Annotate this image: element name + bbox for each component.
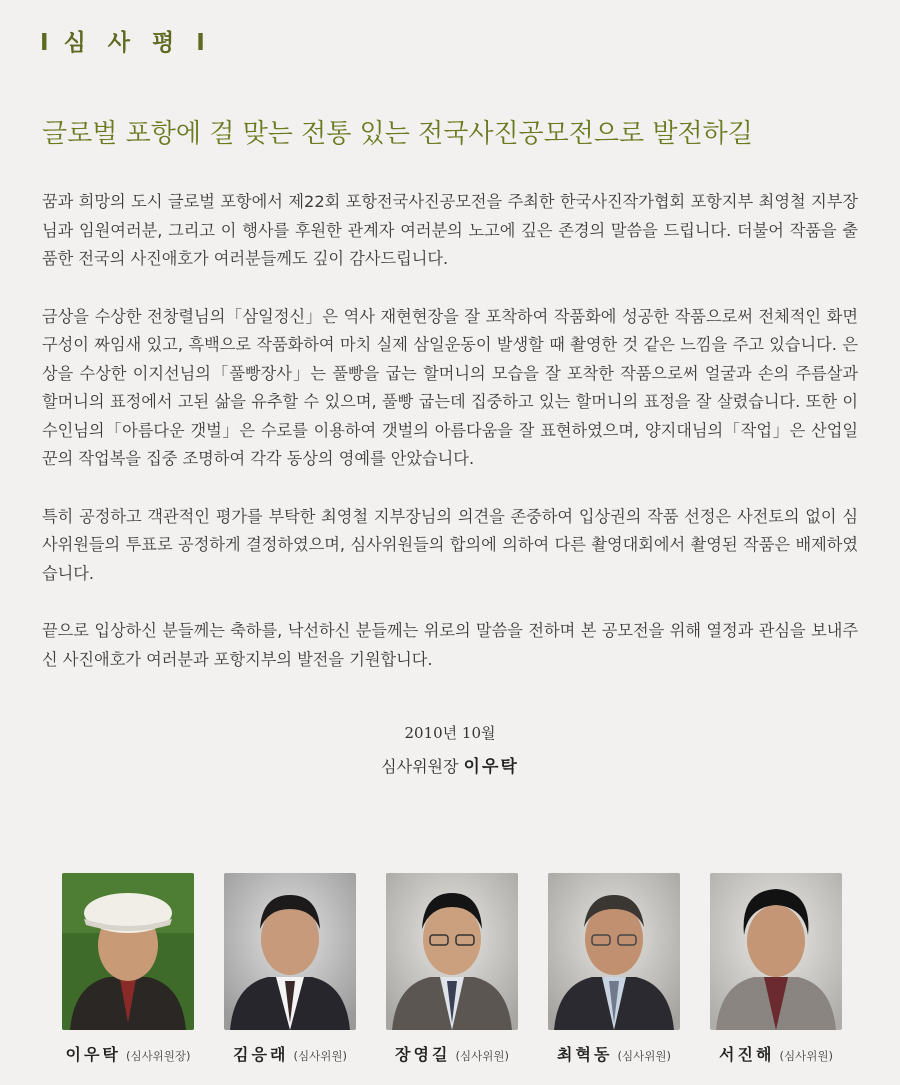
signature-line (0, 752, 900, 777)
judge-role: (심사위원) (293, 1049, 347, 1063)
signature-name: 이우탁 (463, 757, 519, 777)
judge-name: 김응래 (233, 1045, 289, 1064)
judge-caption (53, 1042, 203, 1065)
judge-photo (710, 873, 842, 1030)
judge-photo (62, 873, 194, 1030)
judge-photo (548, 873, 680, 1030)
judges-photo-row (0, 873, 900, 1073)
judge-caption (215, 1042, 365, 1065)
paragraph: 금상을 수상한 전창렬님의「삼일정신」은 역사 재현현장을 잘 포착하여 작품화에 성공한 작품으로써 전체적인 화면구성이 짜임새 있고, 흑백으로 작품화하여 마치 실제 삼일운동이 발생할 때 촬영한 것 같은 느낌을 주고 있습니다. 은상을 수상한 이지선님의「풀빵장사」는 풀빵을 굽는 할머니의 모습을 잘 포착한 작품으로써 얼굴과 손의 주름살과 할머니의 표정에서 고된 삶을 유추할 수 있으며, 풀빵 굽는데 집중하고 있는 할머니의 표정을 잘 살렸습니다. 또한 이수인님의「아름다운 갯벌」은 수로를 이용하여 갯벌의 아름다움을 잘 표현하였으며, 양지대님의「작업」은 산업일꾼의 작업복을 집중 조명하여 각각 동상의 영예를 안았습니다. (42, 306, 858, 468)
section-bar-right: I (196, 30, 205, 56)
signature-role: 심사위원장 (381, 757, 459, 776)
judge-caption (377, 1042, 527, 1065)
section-bar-left: I (40, 30, 49, 56)
judge-card (539, 873, 689, 1065)
paragraph: 꿈과 희망의 도시 글로벌 포항에서 제22회 포항전국사진공모전을 주최한 한국사진작가협회 포항지부 최영철 지부장님과 임원여러분, 그리고 이 행사를 후원한 관계자 여러분의 노고에 깊은 존경의 말씀을 드립니다. 더불어 작품을 출품한 전국의 사진애호가 여러분들께도 깊이 감사드립니다. (42, 192, 858, 268)
judge-card (53, 873, 203, 1065)
paragraph: 끝으로 입상하신 분들께는 축하를, 낙선하신 분들께는 위로의 말씀을 전하며 본 공모전을 위해 열정과 관심을 보내주신 사진애호가 여러분과 포항지부의 발전을 기원합니다. (42, 621, 858, 669)
judge-role: (심사위원장) (125, 1049, 191, 1063)
judge-card (701, 873, 851, 1065)
judge-caption (539, 1042, 689, 1065)
judge-role: (심사위원) (617, 1049, 671, 1063)
judge-name: 이우탁 (65, 1045, 121, 1064)
section-label-text: 심 사 평 (63, 30, 182, 56)
signature-date: 2010년 10월 (404, 724, 496, 742)
judge-role: (심사위원) (779, 1049, 833, 1063)
judge-role: (심사위원) (455, 1049, 509, 1063)
paragraph: 특히 공정하고 객관적인 평가를 부탁한 최영철 지부장님의 의견을 존중하여 입상권의 작품 선정은 사전토의 없이 심사위원들의 투표로 공정하게 결정하였으며, 심사위원들의 합의에 의하여 다른 촬영대회에서 촬영된 작품은 배제하였습니다. (42, 506, 858, 583)
judge-name: 서진해 (719, 1045, 775, 1064)
article-title: 글로벌 포항에 걸 맞는 전통 있는 전국사진공모전으로 발전하길 (42, 119, 753, 149)
judge-name: 장영길 (395, 1045, 451, 1064)
article-body (42, 188, 858, 703)
judge-photo (224, 873, 356, 1030)
judge-photo (386, 873, 518, 1030)
section-label (40, 24, 205, 57)
judge-card (215, 873, 365, 1065)
judge-caption (701, 1042, 851, 1065)
judge-card (377, 873, 527, 1065)
judge-name: 최혁동 (557, 1045, 613, 1064)
